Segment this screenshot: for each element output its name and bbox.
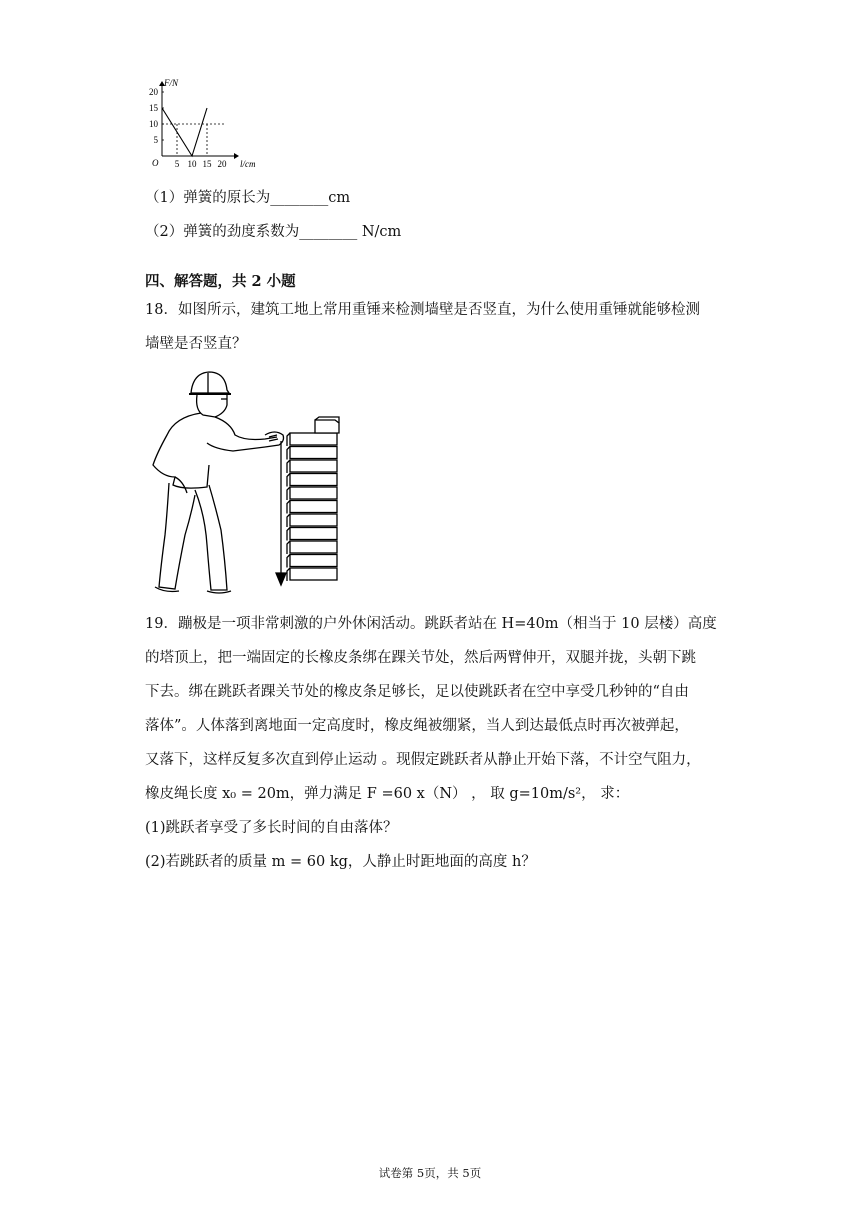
q19-line4: 落体”。人体落到离地面一定高度时，橡皮绳被绷紧，当人到达最低点时再次被弹起， [145,718,689,734]
page-footer: 试卷第 5页，共 5页 [378,1166,482,1180]
brick [290,568,337,580]
q17-sub2: （2）弹簧的劲度系数为________ N/cm [145,224,402,240]
y-axis-label: F/N [164,78,179,88]
origin-label: O [152,158,159,168]
q19-line6: 橡皮绳长度 x₀ = 20m，弹力满足 F =60 x（N） ， 取 g=10m/s²， 求： [145,786,630,802]
graph-axes [159,81,239,159]
q19-sub2: (2)若跳跃者的质量 m = 60 kg，人静止时距地面的高度 h？ [145,854,536,870]
brick-wall [287,433,337,581]
y-tick-label: 20 [149,87,158,97]
worker-plumb-illustration [145,365,345,595]
q18-line2: 墙壁是否竖直？ [145,336,247,352]
y-tick-label: 15 [149,103,158,113]
brick [290,447,337,459]
x-axis-arrow [234,153,239,159]
brick [290,487,337,499]
x-tick-label: 20 [217,159,227,169]
q19-line5: 又落下，这样反复多次直到停止运动 。现假定跳跃者从静止开始下落，不计空气阻力， [145,752,701,768]
brick [290,528,337,540]
x-tick-label: 15 [202,159,212,169]
q18-line1: 18．如图所示，建筑工地上常用重锤来检测墙壁是否竖直，为什么使用重锤就能够检测 [145,302,700,318]
brick [290,541,337,553]
q19-line1: 19．蹦极是一项非常刺激的户外休闲活动。跳跃者站在 H=40m（相当于 10 层楼）高度 [145,616,717,632]
brick [290,514,337,526]
x-axis-label: l/cm [240,159,256,169]
q19-line3: 下去。绑在跳跃者踝关节处的橡皮条足够长，足以使跳跃者在空中享受几秒钟的“自由 [145,684,689,700]
graph-series [162,108,207,156]
y-tick-label: 5 [153,135,158,145]
force-length-graph [140,68,280,178]
brick [290,555,337,567]
brick [290,474,337,486]
brick [290,501,337,513]
series-line [162,108,207,156]
x-tick-label: 10 [187,159,197,169]
q19-line2: 的塔顶上，把一端固定的长橡皮条绑在踝关节处，然后两臂伸开，双腿并拢，头朝下跳 [145,650,696,666]
section-title: 四、解答题，共 2 小题 [145,273,296,290]
q17-sub1: （1）弹簧的原长为________cm [145,190,351,206]
q19-sub1: (1)跳跃者享受了多长时间的自由落体？ [145,820,398,836]
brick [290,460,337,472]
brick [290,433,337,445]
x-tick-label: 5 [174,159,180,169]
y-tick-label: 10 [149,119,158,129]
